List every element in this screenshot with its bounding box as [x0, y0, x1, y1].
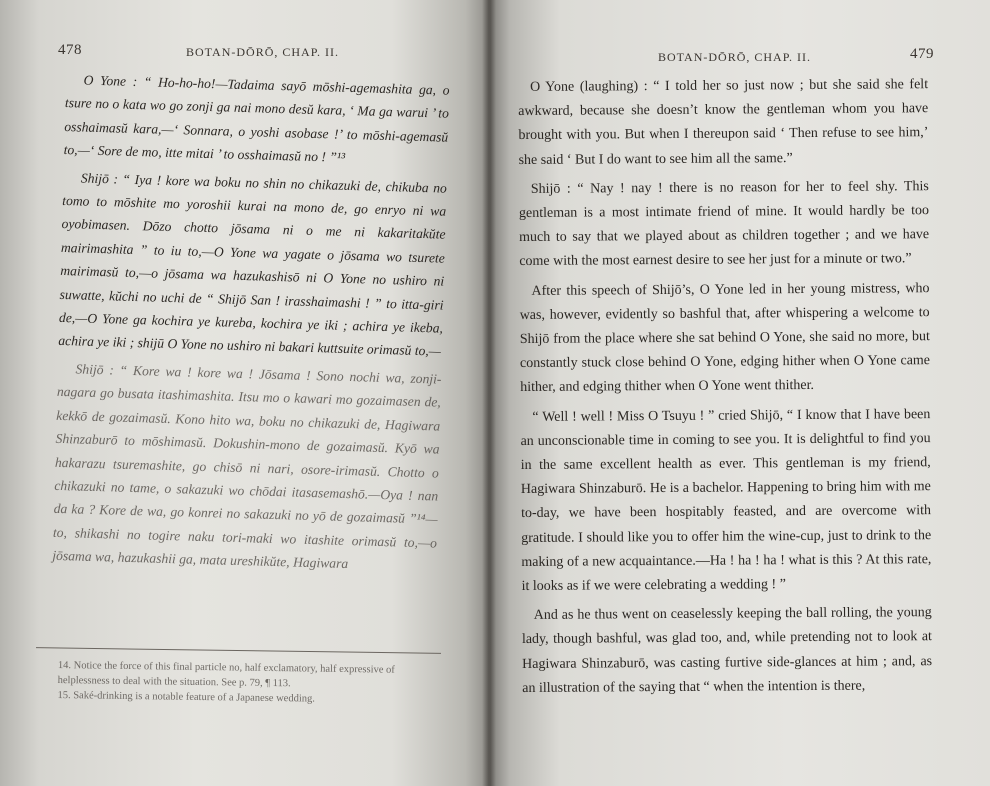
footnote-rule	[36, 647, 441, 654]
left-page	[0, 0, 490, 786]
right-paragraph: “ Well ! well ! Miss O Tsuyu ! ” cried Shijō, “ I know that I have been an unconscionable time in coming to see you. It is delightful to find you in the same excellent health as ever. This gentleman is my friend, Hagiwara Shinzaburō. He is a bachelor. Happening to bring him with me to-day, we have been hospitably feasted, and are overcome with gratitude. I should like you to offer him the wine-cup, just to drink to the making of a new acquaintance.—Ha ! ha ! ha ! what is this ? At this rate, it looks as if we were celebrating a wedding ! ”	[520, 406, 932, 595]
right-paragraph: And as he thus went on ceaselessly keeping the ball rolling, the young lady, though bashful, was glad too, and, while pretending not to look at Hagiwara Shinzaburō, was casting furtive side-glances at him ; and, as an illustration of the saying that “ when the intention is there,	[521, 605, 933, 696]
right-paragraph: After this speech of Shijō’s, O Yone led in her young mistress, who was, however, evidently so bashful that, after whispering a welcome to Shijō from the place where she sat behind O Yone, she said no more, but constantly stuck close behind O Yone, edging hither when O Yone came hither, and edging thither when O Yone went thither.	[519, 280, 931, 396]
right-running-head: BOTAN-DŌRŌ, CHAP. II.	[658, 50, 812, 64]
right-body-text	[518, 73, 932, 706]
footnote: 15. Saké-drinking is a notable feature of a Japanese wedding.	[57, 689, 315, 705]
left-paragraph: O Yone : “ Ho-ho-ho!—Tadaima sayō mōshi-agemashita ga, o tsure no o kata wo go zonji ga nai mono desŭ kara, ‘ Ma ga warui ’ to osshaimasŭ kara,—‘ Sonnara, o yoshi asobase !’ to mōshi-agemasŭ to,—‘ Sore de mo, itte mitai ’ to osshaimasŭ no ! ”¹³	[63, 72, 450, 166]
book-gutter	[482, 0, 496, 786]
left-running-head: BOTAN-DŌRŌ, CHAP. II.	[186, 45, 340, 59]
left-paragraph: Shijō : “ Iya ! kore wa boku no shin no chikazuki de, chikuba no tomo to mōshite mo yoroshii kurai na mono de, go enryo ni wa oyobimasen. Dōzo chotto jōsama ni o me ni kakaritakŭte mairimashita ” to iu to,—O Yone wa yagate o jōsama wo tsurete mairimasŭ to,—o jōsama wa hazukashisō ni O Yone no ushiro ni suwatte, kŭchi no uchi de “ Shijō San ! irasshaimashi ! ” to itta-giri de,—O Yone ga kochira ye kureba, kochira ye iki ; achira ye ikeba, achira ye iki ; shijū O Yone no ushiro ni bakari kuttsuite orimasŭ to,—	[58, 170, 448, 360]
left-body-text	[52, 68, 450, 582]
right-page	[490, 0, 990, 786]
left-paragraph: Shijō : “ Kore wa ! kore wa ! Jōsama ! Sono nochi wa, zonji-nagara go busata itashimashita. Itsu mo o kawari mo gozaimasen de, kekkō de gozaimasŭ. Kono hito wa, boku no chikazuki de, Hagiwara Shinzaburō to mōshimasŭ. Dokushin-mono de gozaimasŭ. Kyō wa hakarazu tsuremashite, go chisō ni nari, osore-irimasŭ. Chotto o chikazuki no tame, o sakazuki wo chōdai itasasemashō.—Oya ! nan da ka ? Kore de wa, go konrei no sakazuki no yō de gozaimasŭ ”¹⁴—to, shikashi no togire naku tori-maki wo itashite orimasŭ to,—o jōsama wa, hazukashii ga, mata ureshikŭte, Hagiwara	[52, 361, 442, 572]
right-page-number: 479	[910, 46, 934, 62]
right-paragraph: O Yone (laughing) : “ I told her so just now ; but she said she felt awkward, because she doesn’t know the gentleman whom you have brought with you. But when I thereupon said ‘ Then refuse to see him,’ she said ‘ But I do want to see him all the same.”	[518, 77, 929, 168]
right-paragraph: Shijō : “ Nay ! nay ! there is no reason for her to feel shy. This gentleman is a most intimate friend of mine. It would hardly be too much to say that we played about as children together ; and we have come with the most earnest desire to see her just for a minute or two.”	[518, 178, 930, 270]
left-page-number: 478	[58, 42, 82, 58]
footnotes	[57, 658, 438, 708]
footnote: 14. Notice the force of this final particle no, half exclamatory, half expressive of helplessness to deal with the situation. See p. 79, ¶ 113.	[57, 659, 395, 690]
